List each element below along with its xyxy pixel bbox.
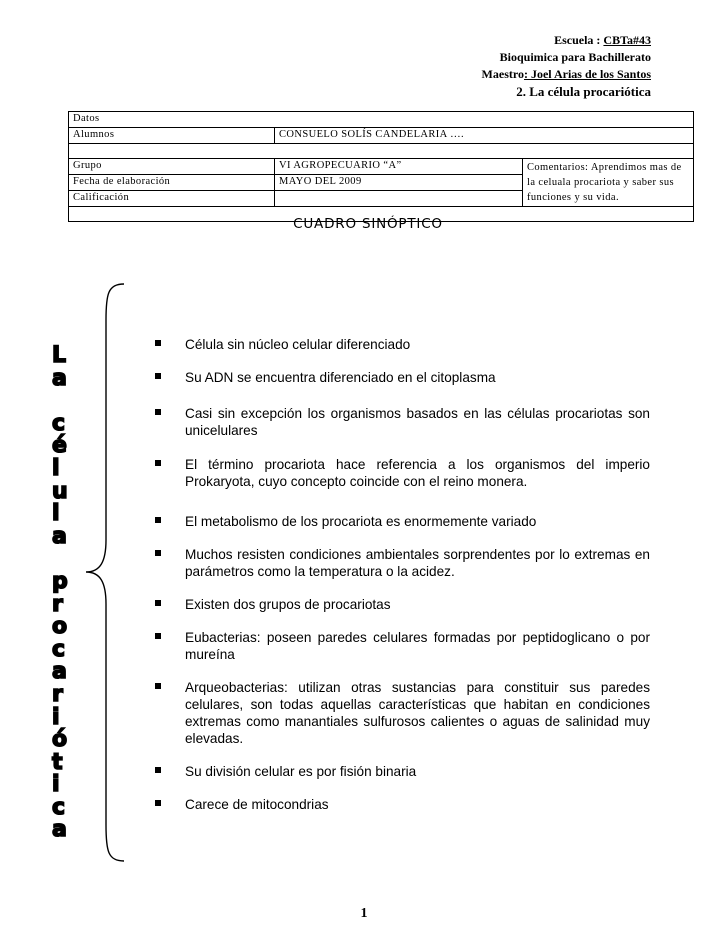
list-item-text: Eubacterias: poseen paredes celulares formadas por peptidoglicano o por mureína <box>185 630 650 662</box>
list-item-text: El metabolismo de los procariota es enormemente variado <box>185 514 537 529</box>
square-bullet-icon <box>155 633 161 639</box>
vertical-title-letter: i <box>52 772 60 798</box>
vertical-title-letter: c <box>52 794 66 820</box>
list-item-text: Célula sin núcleo celular diferenciado <box>185 337 411 352</box>
vertical-title-letter: r <box>52 681 63 707</box>
vertical-title-letter: a <box>52 523 67 549</box>
square-bullet-icon <box>155 517 161 523</box>
square-bullet-icon <box>155 767 161 773</box>
vertical-title-letter: l <box>52 501 60 527</box>
vertical-title-letter: l <box>52 455 60 481</box>
calificacion-value <box>275 191 523 207</box>
vertical-title-letter: u <box>52 478 68 504</box>
vertical-title-letter: a <box>52 365 67 391</box>
document-header <box>482 32 651 100</box>
calificacion-label: Calificación <box>69 191 275 207</box>
list-item-text: Arqueobacterias: utilizan otras sustancias para constituir sus paredes celulares, son todas aquellas características que habitan en condiciones extremas como manantiales sulfurosos calientes o aguas de salinidad muy elevadas. <box>185 680 650 746</box>
vertical-title <box>52 345 82 842</box>
list-item <box>150 763 650 780</box>
list-item-text: Su ADN se encuentra diferenciado en el citoplasma <box>185 370 496 385</box>
school-name: CBTa#43 <box>603 33 651 47</box>
list-item-text: Muchos resisten condiciones ambientales sorprendentes por lo extremas en parámetros como la temperatura o la acidez. <box>185 547 650 579</box>
square-bullet-icon <box>155 550 161 556</box>
alumnos-label: Alumnos <box>69 128 275 144</box>
vertical-title-letter: i <box>52 704 60 730</box>
vertical-title-letter: c <box>52 410 66 436</box>
square-bullet-icon <box>155 800 161 806</box>
school-line: Escuela : CBTa#43 <box>554 33 651 47</box>
teacher-line: Maestro: Joel Arias de los Santos <box>481 67 651 81</box>
list-item <box>150 456 650 490</box>
square-bullet-icon <box>155 460 161 466</box>
fecha-label: Fecha de elaboración <box>69 175 275 191</box>
vertical-title-letter: c <box>52 636 66 662</box>
vertical-title-letter <box>52 390 82 413</box>
grupo-value: VI AGROPECUARIO “A” <box>275 159 523 175</box>
list-item <box>150 629 650 663</box>
list-item <box>150 336 650 353</box>
info-table <box>68 111 694 222</box>
list-item-text: Existen dos grupos de procariotas <box>185 597 391 612</box>
square-bullet-icon <box>155 373 161 379</box>
vertical-title-letter: ó <box>52 727 68 753</box>
topic-line: 2. La célula procarióticа <box>516 84 651 99</box>
alumnos-value: CONSUELO SOLÍS CANDELARIA …. <box>275 128 694 144</box>
list-item <box>150 596 650 613</box>
list-item <box>150 405 650 439</box>
vertical-title-letter: a <box>52 659 67 685</box>
comentarios-cell: Comentarios: Aprendimos mas de la celuala procariota y saber sus funciones y su vida. <box>523 159 694 207</box>
list-item <box>150 513 650 530</box>
list-item-text: El término procariota hace referencia a los organismos del imperio Prokaryota, cuyo concepto coincide con el reino monera. <box>185 457 650 489</box>
list-item <box>150 679 650 747</box>
page-number: 1 <box>360 906 368 921</box>
curly-brace-icon <box>80 280 130 865</box>
vertical-title-letter <box>52 548 82 571</box>
vertical-title-letter: r <box>52 591 63 617</box>
grupo-label: Grupo <box>69 159 275 175</box>
square-bullet-icon <box>155 600 161 606</box>
square-bullet-icon <box>155 683 161 689</box>
square-bullet-icon <box>155 409 161 415</box>
list-item-text: Casi sin excepción los organismos basados en las células procariotas son unicelulares <box>185 406 650 438</box>
vertical-title-letter: é <box>52 433 67 459</box>
vertical-title-letter: a <box>52 817 67 843</box>
vertical-title-letter: o <box>52 614 68 640</box>
vertical-title-letter: t <box>52 749 63 775</box>
list-item <box>150 546 650 580</box>
page-title: CUADRO SINÓPTICO <box>293 216 443 232</box>
vertical-title-letter: L <box>52 343 67 368</box>
list-item <box>150 369 650 386</box>
vertical-title-letter: p <box>52 568 68 594</box>
list-item-text: Su división celular es por fisión binaria <box>185 764 417 779</box>
teacher-name: : Joel Arias de los Santos <box>523 67 651 81</box>
list-item <box>150 796 650 813</box>
datos-label: Datos <box>69 112 694 128</box>
bullet-list <box>150 336 650 813</box>
square-bullet-icon <box>155 340 161 346</box>
subject-line: Bioquimica para Bachillerato <box>499 50 651 64</box>
list-item-text: Carece de mitocondrias <box>185 797 329 812</box>
fecha-value: MAYO DEL 2009 <box>275 175 523 191</box>
spacer-row <box>69 144 694 159</box>
